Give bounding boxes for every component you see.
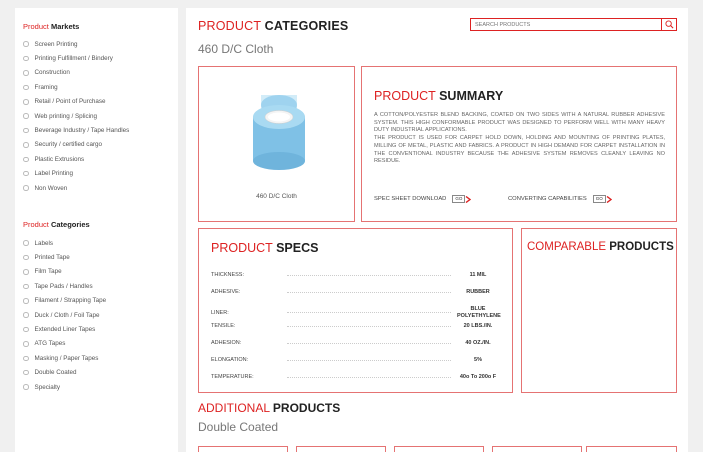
radio-icon[interactable] — [23, 113, 29, 119]
product-image-caption: 460 D/C Cloth — [256, 193, 297, 200]
main-content — [186, 8, 688, 452]
summary-heading-dark: SUMMARY — [439, 89, 504, 103]
additional-product-card[interactable] — [586, 446, 677, 452]
page-title-red: PRODUCT — [198, 19, 261, 33]
market-item-label: Beverage Industry / Tape Handles — [34, 127, 130, 135]
radio-icon[interactable] — [23, 327, 29, 333]
specs-heading — [211, 241, 318, 255]
spec-dots — [287, 326, 451, 327]
categories-heading-dark: Categories — [50, 220, 90, 229]
category-item[interactable] — [23, 322, 106, 336]
spec-value: 40 OZ./IN. — [465, 340, 491, 346]
page-title-dark: CATEGORIES — [264, 19, 349, 33]
market-item-label: Construction — [34, 69, 70, 77]
spec-row — [211, 289, 499, 296]
summary-text — [374, 112, 665, 166]
radio-icon[interactable] — [23, 70, 29, 76]
spec-row — [211, 340, 499, 347]
additional-heading-dark: PRODUCTS — [272, 401, 341, 415]
spec-value: 5% — [474, 357, 482, 363]
spec-key: TEMPERATURE: — [211, 374, 254, 381]
markets-heading-dark: Markets — [50, 22, 80, 31]
category-item-label: ATG Tapes — [34, 340, 66, 348]
summary-heading — [374, 89, 503, 103]
comparable-heading-red: COMPARABLE — [527, 241, 607, 253]
radio-icon[interactable] — [23, 99, 29, 105]
chevron-right-icon — [465, 196, 471, 203]
radio-icon[interactable] — [23, 269, 29, 275]
spec-dots — [287, 377, 451, 378]
specs-heading-dark: SPECS — [276, 241, 319, 255]
spec-dots — [287, 343, 451, 344]
spec-value: BLUE POLYETHYLENE — [457, 306, 501, 319]
comparable-heading — [527, 241, 674, 253]
categories-list — [23, 236, 106, 394]
spec-row — [211, 272, 499, 279]
additional-product-card[interactable] — [198, 446, 288, 452]
market-item[interactable] — [23, 138, 129, 152]
summary-paragraph-2: THE PRODUCT IS USED FOR CARPET HOLD DOWN, HOLDING AND MOUNTING OF PRINTING PLATES, MILLING OF METAL, PLASTIC AND FABRICS. A PRODUCT IN HIGH DEMAND FOR CARPET INSTALLATION IN THE CONVENTIONAL INDUSTRY BECAUSE THE ADHESIVE SYSTEM REMOVES CLEANLY LEAVING NO RESIDUE. — [374, 135, 665, 165]
product-subtitle: 460 D/C Cloth — [198, 42, 274, 56]
spec-value: RUBBER — [466, 289, 490, 295]
comparable-products-box — [521, 228, 677, 393]
category-item-label: Double Coated — [34, 369, 77, 377]
additional-product-card[interactable] — [492, 446, 582, 452]
spec-value: 20 LBS./IN. — [463, 323, 493, 329]
radio-icon[interactable] — [23, 255, 29, 261]
spec-key: ADHESION: — [211, 340, 242, 347]
radio-icon[interactable] — [23, 85, 29, 91]
spec-key: ADHESIVE: — [211, 289, 241, 296]
markets-heading — [23, 22, 79, 31]
market-item[interactable] — [23, 95, 129, 109]
category-item-label: Duck / Cloth / Foil Tape — [34, 311, 100, 319]
go-label: GO — [593, 195, 606, 203]
sidebar — [15, 8, 178, 452]
spec-sheet-download-link[interactable] — [374, 195, 471, 203]
spec-value: 11 MIL — [469, 272, 487, 278]
categories-heading-red: Product — [23, 220, 49, 229]
spec-row — [211, 306, 499, 319]
spec-key: TENSILE: — [211, 323, 236, 330]
spec-dots — [287, 360, 451, 361]
category-item-label: Film Tape — [34, 268, 62, 276]
summary-heading-red: PRODUCT — [374, 89, 436, 103]
converting-label: CONVERTING CAPABILITIES — [508, 196, 587, 202]
additional-heading — [198, 401, 340, 415]
market-item[interactable] — [23, 37, 129, 51]
page-title — [198, 19, 348, 33]
converting-capabilities-link[interactable] — [508, 195, 612, 203]
market-item[interactable] — [23, 152, 129, 166]
summary-paragraph-1: A COTTON/POLYESTER BLEND BACKING, COATED ON TWO SIDES WITH A NATURAL RUBBER ADHESIVE SYSTEM. THIS HIGH CONFORMABLE PRODUCT WAS DESIGNED TO PERFORM WELL WITH MANY HEAVY DUTY INDUSTRIAL APPLICATIONS. — [374, 112, 665, 134]
category-item-label: Tape Pads / Handles — [34, 282, 93, 290]
category-item-label: Filament / Strapping Tape — [34, 297, 107, 305]
spec-key: ELONGATION: — [211, 357, 249, 364]
market-item[interactable] — [23, 123, 129, 137]
category-item-label: Masking / Paper Tapes — [34, 354, 99, 362]
specs-heading-red: PRODUCT — [211, 241, 273, 255]
additional-product-card[interactable] — [296, 446, 386, 452]
market-item-label: Retail / Point of Purchase — [34, 98, 106, 106]
radio-icon[interactable] — [23, 128, 29, 134]
radio-icon[interactable] — [23, 298, 29, 304]
go-label: GO — [452, 195, 465, 203]
market-item-label: Printing Fulfillment / Bindery — [34, 55, 113, 63]
radio-icon[interactable] — [23, 41, 29, 47]
search-icon — [665, 20, 674, 29]
categories-heading — [23, 220, 90, 229]
comparable-heading-dark: PRODUCTS — [609, 241, 674, 253]
category-item[interactable] — [23, 308, 106, 322]
chevron-right-icon — [606, 196, 612, 203]
additional-subtitle: Double Coated — [198, 420, 279, 434]
spec-row — [211, 357, 499, 364]
category-item-label: Specialty — [34, 383, 61, 391]
market-item-label: Framing — [34, 83, 58, 91]
radio-icon[interactable] — [23, 171, 29, 177]
spec-key: LINER: — [211, 309, 229, 316]
category-item-label: Extended Liner Tapes — [34, 326, 96, 334]
radio-icon[interactable] — [23, 341, 29, 347]
search-input[interactable] — [471, 19, 661, 30]
market-item-label: Non Woven — [34, 184, 68, 192]
radio-icon[interactable] — [23, 142, 29, 148]
product-summary-box — [361, 66, 677, 222]
market-item[interactable] — [23, 181, 129, 195]
market-item[interactable] — [23, 109, 129, 123]
market-item[interactable] — [23, 66, 129, 80]
markets-list — [23, 37, 129, 195]
spec-dots — [287, 292, 451, 293]
additional-product-card[interactable] — [394, 446, 484, 452]
market-item-label: Plastic Extrusions — [34, 155, 85, 163]
spec-dots — [287, 275, 451, 276]
category-item-label: Labels — [34, 239, 54, 247]
tape-roll-image — [247, 93, 309, 173]
category-item[interactable] — [23, 279, 106, 293]
search-button[interactable] — [661, 19, 676, 30]
markets-heading-red: Product — [23, 22, 49, 31]
spec-sheet-label: SPEC SHEET DOWNLOAD — [374, 196, 447, 202]
market-item-label: Security / certified cargo — [34, 141, 103, 149]
product-image-box — [198, 66, 355, 222]
radio-icon[interactable] — [23, 370, 29, 376]
market-item-label: Screen Printing — [34, 40, 78, 48]
go-button[interactable] — [593, 195, 612, 203]
additional-heading-red: ADDITIONAL — [198, 401, 270, 415]
category-item[interactable] — [23, 366, 106, 380]
market-item-label: Web printing / Splicing — [34, 112, 98, 120]
product-specs-box — [198, 228, 513, 393]
category-item[interactable] — [23, 380, 106, 394]
spec-dots — [287, 312, 451, 313]
category-item[interactable] — [23, 236, 106, 250]
radio-icon[interactable] — [23, 185, 29, 191]
category-item[interactable] — [23, 265, 106, 279]
category-item[interactable] — [23, 294, 106, 308]
market-item[interactable] — [23, 167, 129, 181]
market-item-label: Label Printing — [34, 170, 74, 178]
spec-value: 40o To 200o F — [459, 374, 497, 380]
category-item[interactable] — [23, 337, 106, 351]
radio-icon[interactable] — [23, 157, 29, 163]
category-item-label: Printed Tape — [34, 254, 70, 262]
radio-icon[interactable] — [23, 56, 29, 62]
spec-key: THICKNESS: — [211, 272, 245, 279]
category-item[interactable] — [23, 351, 106, 365]
radio-icon[interactable] — [23, 356, 29, 362]
spec-row — [211, 374, 499, 381]
radio-icon[interactable] — [23, 240, 29, 246]
spec-row — [211, 323, 499, 330]
go-button[interactable] — [452, 195, 471, 203]
search-box — [470, 18, 677, 31]
radio-icon[interactable] — [23, 284, 29, 290]
category-item[interactable] — [23, 250, 106, 264]
radio-icon[interactable] — [23, 384, 29, 390]
market-item[interactable] — [23, 51, 129, 65]
radio-icon[interactable] — [23, 312, 29, 318]
market-item[interactable] — [23, 80, 129, 94]
